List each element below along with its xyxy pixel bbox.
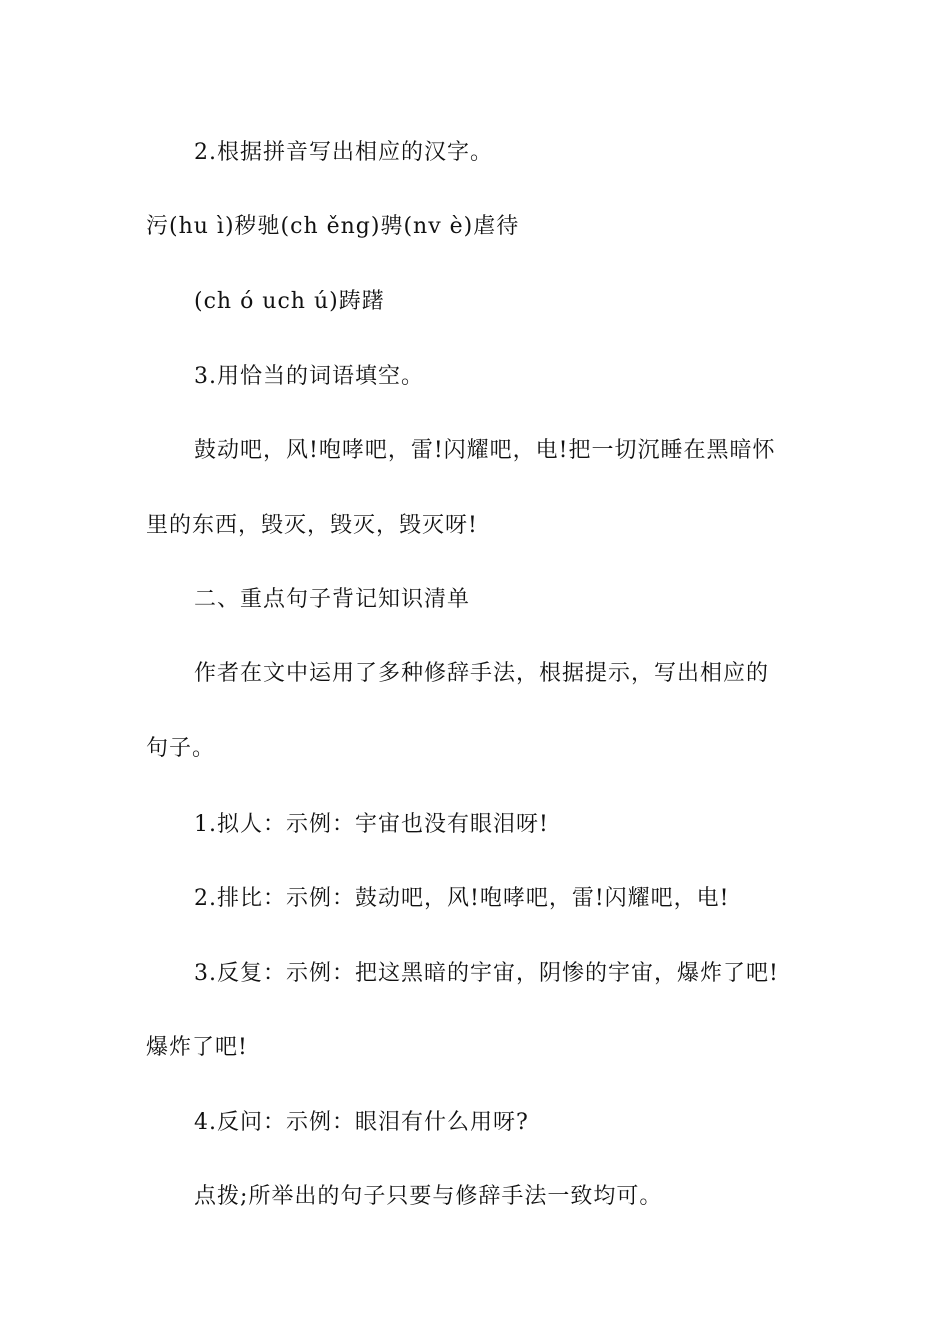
example-rhetorical-question: 4.反问：示例：眼泪有什么用呀? — [194, 1110, 529, 1135]
fill-in-passage-line-2: 里的东西，毁灭，毁灭，毁灭呀! — [146, 513, 478, 538]
section-2-heading: 二、重点句子背记知识清单 — [194, 587, 471, 612]
fill-in-passage-line-1: 鼓动吧，风!咆哮吧，雷!闪耀吧，电!把一切沉睡在黑暗怀 — [194, 438, 776, 463]
example-repetition-line-2: 爆炸了吧! — [146, 1035, 248, 1060]
question-3-heading: 3.用恰当的词语填空。 — [194, 364, 424, 389]
example-repetition-line-1: 3.反复：示例：把这黑暗的宇宙，阴惨的宇宙，爆炸了吧! — [194, 961, 779, 986]
pinyin-line-2: (ch ó uch ú)踌躇 — [194, 289, 385, 314]
instruction-line-1: 作者在文中运用了多种修辞手法，根据提示，写出相应的 — [194, 661, 770, 686]
example-personification: 1.拟人：示例：宇宙也没有眼泪呀! — [194, 812, 549, 837]
example-parallelism: 2.排比：示例：鼓动吧，风!咆哮吧，雷!闪耀吧，电! — [194, 886, 730, 911]
teaching-note: 点拨;所举出的句子只要与修辞手法一致均可。 — [194, 1184, 663, 1209]
pinyin-line-1: 污(hu ì)秽驰(ch ěng)骋(nv è)虐待 — [146, 214, 520, 239]
instruction-line-2: 句子。 — [146, 736, 216, 761]
question-2-heading: 2.根据拼音写出相应的汉字。 — [194, 140, 493, 165]
